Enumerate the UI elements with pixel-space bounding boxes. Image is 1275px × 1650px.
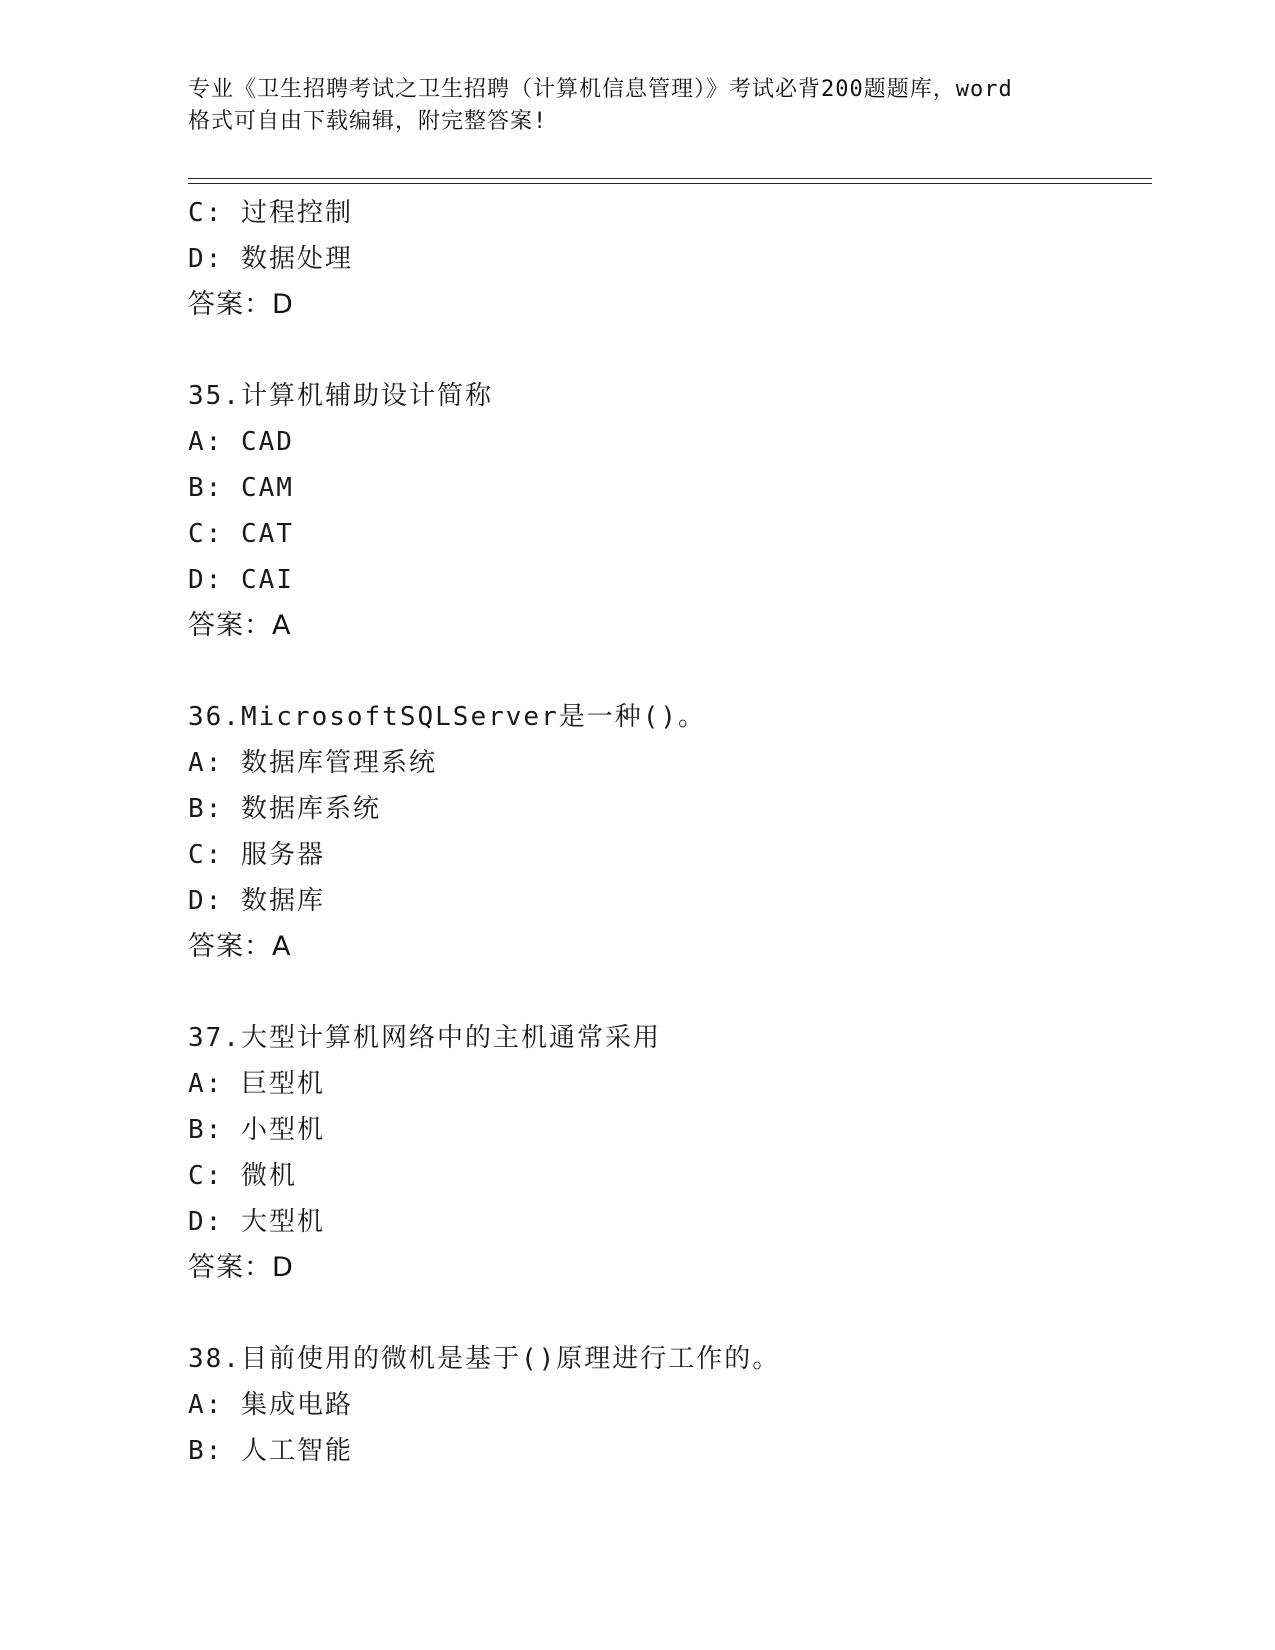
option-c: C: 微机 [188,1161,297,1191]
question-block-35 [188,373,1148,649]
option-b: B: CAM [188,473,294,503]
question-block-34 [188,190,1148,328]
header-line-1: 专业《卫生招聘考试之卫生招聘（计算机信息管理）》考试必背200题题库，word [188,77,1013,102]
question-text: 38.目前使用的微机是基于()原理进行工作的。 [188,1344,781,1374]
answer-line: 答案：D [188,1252,294,1283]
header-divider-top [188,178,1152,179]
spacer [188,649,1148,694]
answer-line: 答案：A [188,931,292,962]
spacer [188,970,1148,1015]
option-a: A: 巨型机 [188,1069,325,1099]
spacer [188,328,1148,373]
option-a: A: CAD [188,427,294,457]
answer-line: 答案：D [188,289,294,320]
question-text: 35.计算机辅助设计简称 [188,381,493,411]
question-block-37 [188,1015,1148,1291]
option-b: B: 数据库系统 [188,794,381,824]
document-header [188,74,1088,138]
option-c: C: CAT [188,519,294,549]
option-a: A: 数据库管理系统 [188,748,437,778]
question-text: 36.MicrosoftSQLServer是一种()。 [188,702,707,732]
option-b: B: 小型机 [188,1115,325,1145]
question-text: 37.大型计算机网络中的主机通常采用 [188,1023,661,1053]
option-d: D: 数据处理 [188,244,353,274]
spacer [188,1291,1148,1336]
answer-line: 答案：A [188,610,292,641]
option-d: D: 大型机 [188,1207,325,1237]
option-c: C: 服务器 [188,840,325,870]
option-d: D: CAI [188,565,294,595]
option-a: A: 集成电路 [188,1390,353,1420]
header-divider-bottom [188,183,1152,184]
option-c: C: 过程控制 [188,198,353,228]
option-d: D: 数据库 [188,886,325,916]
header-line-2: 格式可自由下载编辑，附完整答案! [188,109,548,134]
question-block-36 [188,694,1148,970]
question-block-38 [188,1336,1148,1474]
option-b: B: 人工智能 [188,1436,353,1466]
question-list [188,190,1148,1474]
